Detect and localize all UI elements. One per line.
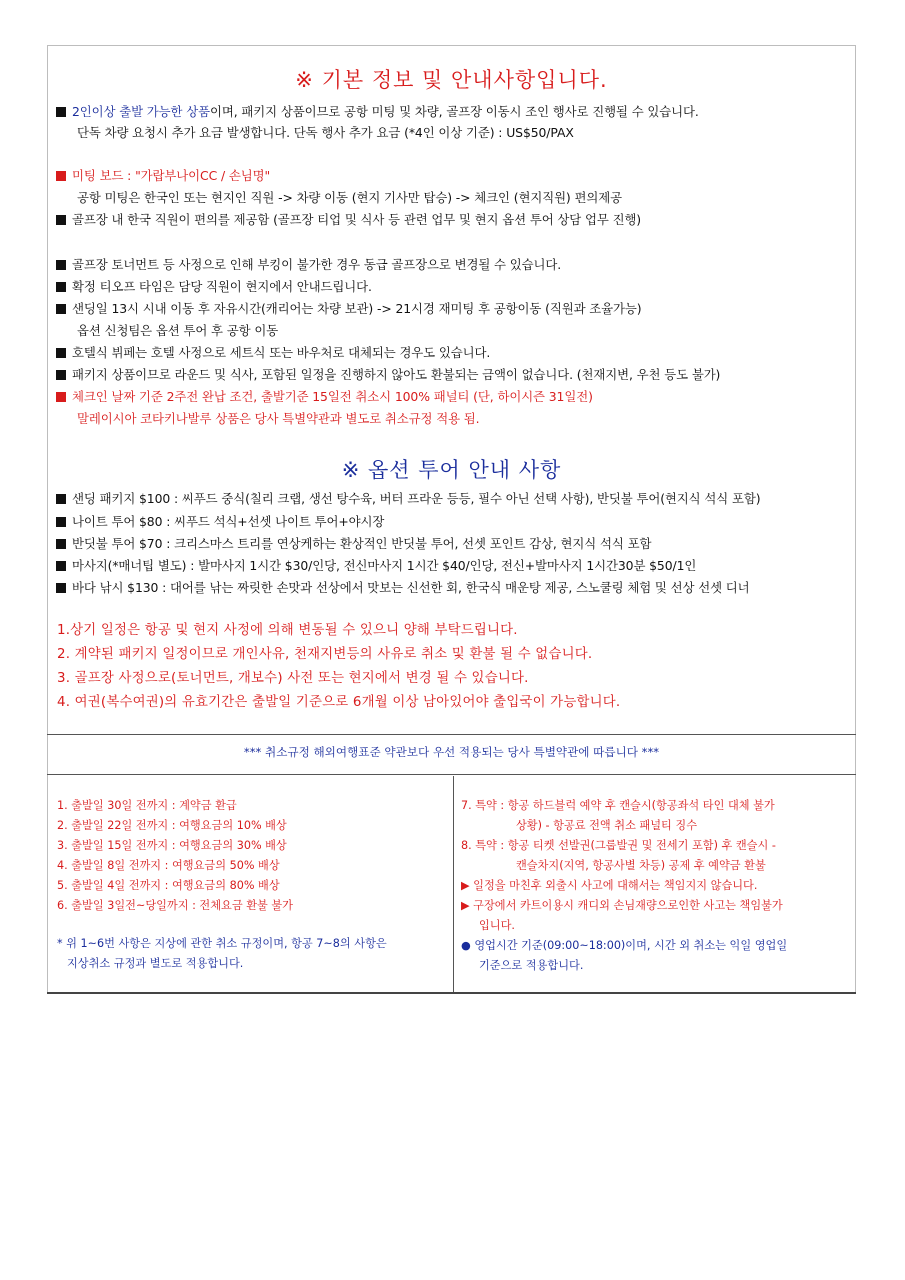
notice-2: 2. 계약된 패키지 일정이므로 개인사유, 천재지변등의 사유로 취소 및 환불 될 수 없습니다. bbox=[57, 647, 593, 662]
document-page bbox=[47, 45, 856, 993]
meeting-board-line: 미팅 보드 : "가랍부나이CC / 손님명" bbox=[56, 168, 270, 184]
cancel-right-column bbox=[453, 776, 858, 994]
cancel-rule-4: 4. 출발일 8일 전까지 : 여행요금의 50% 배상 bbox=[57, 859, 280, 872]
basic-info-title: ※ 기본 정보 및 안내사항입니다. bbox=[295, 68, 608, 92]
info-line-6: 샌딩일 13시 시내 이동 후 자유시간(캐리어는 차량 보관) -> 21시경 재미팅 후 공항이동 (직원과 조율가능) bbox=[56, 301, 642, 317]
cancel-left-column bbox=[48, 776, 453, 994]
info-line-9b: 말레이시아 코타키나발루 상품은 당사 특별약관과 별도로 취소규정 적용 됨. bbox=[77, 411, 480, 426]
business-hours-note-b: 기준으로 적용합니다. bbox=[479, 959, 584, 972]
option-item-3: 반딧불 투어 $70 : 크리스마스 트리를 연상케하는 환상적인 반딧불 투어, 선셋 포인트 감상, 현지식 석식 포함 bbox=[56, 536, 651, 552]
cancel-left-note-b: 지상취소 규정과 별도로 적용합니다. bbox=[67, 957, 244, 970]
info-line-8: 패키지 상품이므로 라운드 및 식사, 포함된 일정을 진행하지 않아도 환불되는 금액이 없습니다. (천재지변, 우천 등도 불가) bbox=[56, 367, 720, 383]
info-line-2b: 공항 미팅은 한국인 또는 현지인 직원 -> 차량 이동 (현지 기사만 탑승) -> 체크인 (현지직원) 편의제공 bbox=[77, 190, 622, 205]
notice-3: 3. 골프장 사정으로(토너먼트, 개보수) 사전 또는 현지에서 변경 될 수 있습니다. bbox=[57, 671, 529, 686]
option-item-2: 나이트 투어 $80 : 씨푸드 석식+선셋 나이트 투어+야시장 bbox=[56, 514, 384, 530]
option-tour-title: ※ 옵션 투어 안내 사항 bbox=[341, 458, 562, 482]
cancel-left-note: * 위 1~6번 사항은 지상에 관한 취소 규정이며, 항공 7~8의 사항은 bbox=[57, 937, 387, 950]
option-item-4: 마사지(*매너팁 별도) : 발마사지 1시간 $30/인당, 전신마사지 1시간 $40/인당, 전신+발마사지 1시간30분 $50/1인 bbox=[56, 558, 696, 574]
divider-bottom bbox=[47, 992, 856, 994]
divider-top bbox=[47, 734, 856, 735]
special-rule-9: ▶ 일정을 마친후 외출시 사고에 대해서는 책임지지 않습니다. bbox=[461, 879, 758, 892]
cancel-rule-3: 3. 출발일 15일 전까지 : 여행요금의 30% 배상 bbox=[57, 839, 287, 852]
info-line-7: 호텔식 뷔페는 호텔 사정으로 세트식 또는 바우처로 대체되는 경우도 있습니다. bbox=[56, 345, 490, 361]
special-rule-8: 8. 특약 : 항공 티켓 선발권(그룹발권 및 전세기 포함) 후 캔슬시 - bbox=[461, 839, 776, 852]
special-rule-10: ▶ 구장에서 카트이용시 캐디외 손님재량으로인한 사고는 책임불가 bbox=[461, 899, 783, 912]
basic-info-section bbox=[48, 46, 855, 734]
min-people-text: 2인이상 출발 가능한 상품 bbox=[72, 104, 210, 119]
info-line-9: 체크인 날짜 기준 2주전 완납 조건, 출발기준 15일전 취소시 100% 패널티 (단, 하이시즌 31일전) bbox=[56, 389, 593, 405]
info-line-5: 확정 티오프 타임은 담당 직원이 현지에서 안내드립니다. bbox=[56, 279, 372, 295]
special-rule-7: 7. 특약 : 항공 하드블럭 예약 후 캔슬시(항공좌석 타인 대체 불가 bbox=[461, 799, 775, 812]
special-rule-8b: 캔슬차지(지역, 항공사별 차등) 공제 후 예약금 환불 bbox=[516, 859, 766, 872]
special-rule-7b: 상황) - 항공료 전액 취소 패널티 징수 bbox=[516, 819, 698, 832]
cancel-rule-2: 2. 출발일 22일 전까지 : 여행요금의 10% 배상 bbox=[57, 819, 287, 832]
special-rule-10b: 입니다. bbox=[479, 919, 515, 932]
notice-1: 1.상기 일정은 항공 및 현지 사정에 의해 변동될 수 있으니 양해 부탁드립니다. bbox=[57, 623, 518, 638]
option-item-5: 바다 낚시 $130 : 대어를 낚는 짜릿한 손맛과 선상에서 맛보는 신선한 회, 한국식 매운탕 제공, 스노쿨링 체험 및 선상 선셋 디너 bbox=[56, 580, 750, 596]
info-line-1b: 단독 차량 요청시 추가 요금 발생합니다. 단독 행사 추가 요금 (*4인 이상 기준) : US$50/PAX bbox=[77, 125, 574, 140]
info-line-1: 2인이상 출발 가능한 상품이며, 패키지 상품이므로 공항 미팅 및 차량, 골프장 이동시 조인 행사로 진행될 수 있습니다. bbox=[56, 104, 699, 120]
info-line-3: 골프장 내 한국 직원이 편의를 제공함 (골프장 티업 및 식사 등 관련 업무 및 현지 옵션 투어 상담 업무 진행) bbox=[56, 212, 641, 228]
notice-4: 4. 여권(복수여권)의 유효기간은 출발일 기준으로 6개월 이상 남아있어야 출입국이 가능합니다. bbox=[57, 695, 621, 710]
info-line-6b: 옵션 신청팀은 옵션 투어 후 공항 이동 bbox=[77, 323, 279, 338]
cancel-rule-6: 6. 출발일 3일전~당일까지 : 전체요금 환불 불가 bbox=[57, 899, 293, 912]
info-line-4: 골프장 토너먼트 등 사정으로 인해 부킹이 불가한 경우 동급 골프장으로 변경될 수 있습니다. bbox=[56, 257, 561, 273]
divider-middle bbox=[47, 774, 856, 775]
option-item-1: 샌딩 패키지 $100 : 씨푸드 중식(칠리 크랩, 생선 탕수육, 버터 프라운 등등, 필수 아닌 선택 사항), 반딧불 투어(현지식 석식 포함) bbox=[56, 491, 760, 507]
cancel-rule-5: 5. 출발일 4일 전까지 : 여행요금의 80% 배상 bbox=[57, 879, 280, 892]
cancel-policy-header: *** 취소규정 해외여행표준 약관보다 우선 적용되는 당사 특별약관에 따릅니다 *** bbox=[243, 745, 660, 759]
business-hours-note: ● 영업시간 기준(09:00~18:00)이며, 시간 외 취소는 익일 영업일 bbox=[461, 939, 788, 952]
cancel-rule-1: 1. 출발일 30일 전까지 : 계약금 환급 bbox=[57, 799, 237, 812]
